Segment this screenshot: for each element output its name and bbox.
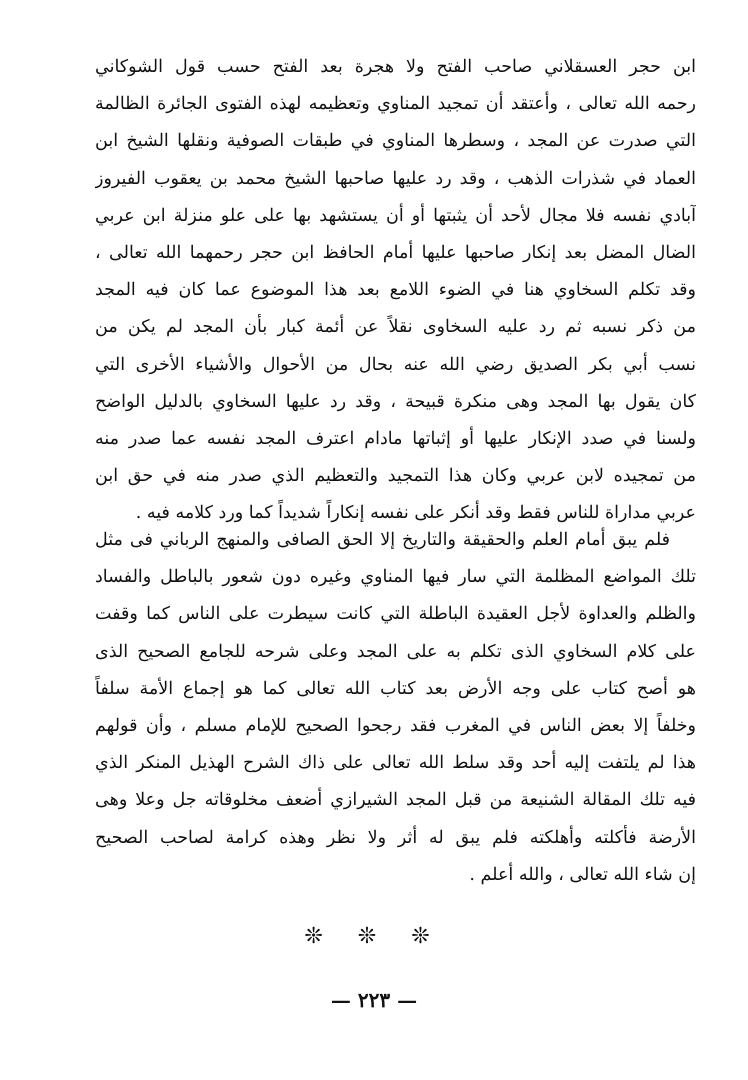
text-line: إن شاء الله تعالى ، والله أعلم . [469,864,696,885]
paragraph-2 [95,522,696,894]
text-line: الضال المضل بعد إنكار صاحبها عليها أمام الحافظ ابن حجر رحمهما الله تعالى ، [95,242,696,263]
text-line: نسب أبي بكر الصديق رضي الله عنه بحال من الأحوال والأشياء الأخرى التي [95,354,696,375]
text-line: ولسنا في صدد الإنكار عليها أو إثباتها مادام اعترف المجد نفسه عما صدر منه [95,428,696,449]
text-line: التي صدرت عن المجد ، وسطرها المناوي في طبقات الصوفية ونقلها الشيخ ابن [95,131,696,152]
text-line: من ذكر نسبه ثم رد عليه السخاوى نقلاً عن أئمة كبار بأن المجد لم يكن من [95,317,696,338]
section-divider-ornament: ❊ ❊ ❊ [304,924,444,949]
text-line: والظلم والعداوة لأجل العقيدة الباطلة التي كانت سيطرت على الناس كما وقفت [95,604,696,625]
text-line: وخلفاً إلا بعض الناس في المغرب فقد رجحوا الصحيح للإمام مسلم ، وأن قولهم [95,715,696,736]
text-line: رحمه الله تعالى ، وأعتقد أن تمجيد المناوي وتعظيمه لهذه الفتوى الجائرة الظالمة [95,94,696,115]
text-line: ابن حجر العسقلاني صاحب الفتح ولا هجرة بعد الفتح حسب قول الشوكاني [95,57,696,77]
text-line: فلم يبق أمام العلم والحقيقة والتاريخ إلا الحق الصافى والمنهج الرباني فى مثل [95,530,670,550]
text-line: كان يقول بها المجد وهى منكرة قبيحة ، وقد رد عليها السخاوي بالدليل الواضح [95,391,696,412]
text-line: فيه تلك المقالة الشنيعة من قبل المجد الشيرازي أضعف مخلوقاته جل وعلا وهى [95,790,696,811]
text-line: وقد تكلم السخاوي هنا في الضوء اللامع بعد هذا الموضوع عما كان فيه المجد [95,280,696,301]
text-line: الأرضة فأكلته وأهلكته فلم يبق له أثر ولا نظر وهذه كرامة لصاحب الصحيح [95,827,696,848]
text-line: آبادي نفسه فلا مجال لأحد أن يثبتها أو أن يستشهد بها على علو منزلة ابن عربي [95,205,696,226]
text-line: العماد في شذرات الذهب ، وقد رد عليها صاحبها الشيخ محمد بن يعقوب الفيروز [95,168,696,189]
text-line: عربي مداراة للناس فقط وقد أنكر على نفسه إنكاراً شديداً كما ورد كلامه فيه . [135,503,696,524]
text-line: من تمجيده لابن عربي وكان هذا التمجيد والتعظيم الذي صدر منه في حق ابن [95,466,696,487]
text-line: هو أصح كتاب على وجه الأرض بعد كتاب الله تعالى كما هو إجماع الأمة سلفاً [95,678,696,699]
paragraph-1 [95,49,696,532]
text-line: تلك المواضع المظلمة التي سار فيها المناوي وغيره دون شعور بالباطل والفساد [95,567,696,588]
text-line: هذا لم يلتفت إليه أحد وقد سلط الله تعالى على ذاك الشرح الهذيل المنكر الذي [95,753,696,774]
page-number: — ٢٢٣ — [330,988,418,1012]
text-line: على كلام السخاوي الذى تكلم به على المجد وعلى شرحه للجامع الصحيح الذى [95,641,696,662]
